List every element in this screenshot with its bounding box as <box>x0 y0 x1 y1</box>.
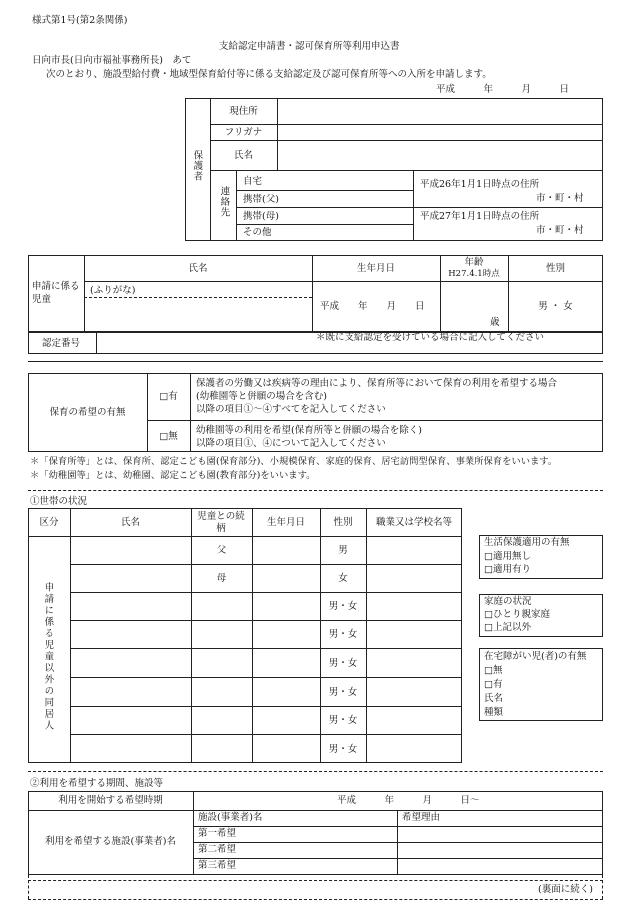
hope-no-checkbox[interactable]: □無 <box>159 431 178 442</box>
hh-row8-sex[interactable]: 男・女 <box>328 744 358 755</box>
hh-col-relation: 児童との続柄 <box>197 511 245 534</box>
welfare-title: 生活保護適用の有無 <box>484 537 570 548</box>
hope-label: 保育の希望の有無 <box>49 407 126 418</box>
city-town-village-2014: 市・町・村 <box>536 193 584 204</box>
furigana-label: フリガナ <box>224 127 263 138</box>
household-heading: ①世帯の状況 <box>30 496 88 507</box>
welfare-none-checkbox[interactable]: □適用無し <box>484 551 531 562</box>
hope-yes-line3: 以降の項目①～④すべてを記入してください <box>196 404 386 415</box>
child-name-header: 氏名 <box>188 263 208 274</box>
address-2014-label: 平成26年1月1日時点の住所 <box>420 179 540 190</box>
contact-label: 連絡先 <box>218 186 230 218</box>
hope-yes-line1: 保護者の労働又は疾病等の理由により、保育所等において保育の利用を希望する場合 <box>196 378 558 389</box>
footer-continue: (裏面に続く) <box>538 884 593 895</box>
hh-col-category: 区分 <box>39 517 59 528</box>
page-title: 支給認定申請書・認可保育所等利用申込書 <box>219 41 400 52</box>
facility-header: 施設(事業者)名 <box>198 812 263 823</box>
child-age-unit: 歳 <box>490 317 500 328</box>
cert-label: 認定番号 <box>42 338 81 349</box>
hh-row6-sex[interactable]: 男・女 <box>328 687 358 698</box>
hh-row2-sex: 女 <box>338 573 348 584</box>
disabled-none-checkbox[interactable]: □無 <box>484 665 503 676</box>
disabled-yes-checkbox[interactable]: □有 <box>484 679 503 690</box>
hh-col-dob: 生年月日 <box>266 517 305 528</box>
child-sex-value[interactable]: 男 ・ 女 <box>538 301 573 312</box>
hope-no-line2: 以降の項目①、④について記入してください <box>196 438 386 449</box>
intro-text: 次のとおり、施設型給付費・地域型保育給付等に係る支給認定及び認可保育所等への入所を申請します。 <box>46 69 492 80</box>
facility-label: 利用を希望する施設(事業者)名 <box>45 836 176 847</box>
hope-yes-line2: (幼稚園等と併願の場合を含む) <box>196 391 327 402</box>
hh-row-label: 申請に係る児童以外の同居人 <box>42 582 54 732</box>
child-furigana: (ふりがな) <box>90 285 136 296</box>
address-label: 現住所 <box>229 106 258 117</box>
addressee: 日向市長(日向市福祉事務所長) あて <box>32 55 192 66</box>
choice-third: 第三希望 <box>198 860 237 871</box>
city-town-village-2015: 市・町・村 <box>536 225 584 236</box>
date-line: 平成 年 月 日 <box>436 84 570 95</box>
hope-no-line1: 幼稚園等の利用を希望(保育所等と併願の場合を除く) <box>196 425 422 436</box>
hh-row5-sex[interactable]: 男・女 <box>328 658 358 669</box>
child-age-header: 年齢 <box>464 257 484 268</box>
start-label: 利用を開始する希望時期 <box>58 795 163 806</box>
hh-row1-sex: 男 <box>338 545 348 556</box>
hh-row3-sex[interactable]: 男・女 <box>328 601 358 612</box>
hh-row2-relation: 母 <box>216 573 227 584</box>
hh-row4-sex[interactable]: 男・女 <box>328 629 358 640</box>
disabled-title: 在宅障がい児(者)の有無 <box>484 651 587 662</box>
hh-row1-relation: 父 <box>216 545 227 556</box>
contact-home: 自宅 <box>243 176 263 187</box>
choice-second: 第二希望 <box>198 844 237 855</box>
note-youchien: ＊「幼稚園等」とは、幼稚園、認定こども園(教育部分)をいいます。 <box>30 470 316 481</box>
contact-other: その他 <box>243 227 272 238</box>
child-dob-header: 生年月日 <box>356 263 395 274</box>
note-hoikusho: ＊「保育所等」とは、保育所、認定こども園(保育部分)、小規模保育、家庭的保育、居宅訪問型保育、事業所保育をいいます。 <box>30 456 558 467</box>
hh-col-name: 氏名 <box>120 517 140 528</box>
choice-first: 第一希望 <box>198 828 237 839</box>
family-title: 家庭の状況 <box>484 596 532 607</box>
disabled-type-label: 種類 <box>484 707 504 718</box>
child-dob-value: 平成 年 月 日 <box>320 301 425 312</box>
welfare-yes-checkbox[interactable]: □適用有り <box>484 564 531 575</box>
child-age-sub: H27.4.1時点 <box>448 269 500 279</box>
family-single-checkbox[interactable]: □ひとり親家庭 <box>484 609 550 620</box>
child-label: 申請に係る児童 <box>32 281 80 305</box>
hh-col-occupation: 職業又は学校名等 <box>375 517 452 528</box>
start-value[interactable]: 平成 年 月 日～ <box>337 795 480 806</box>
contact-father: 携帯(父) <box>243 194 279 205</box>
guardian-label: 保護者 <box>191 150 203 182</box>
hh-row7-sex[interactable]: 男・女 <box>328 715 358 726</box>
cert-number-input[interactable] <box>97 333 307 353</box>
form-id: 様式第1号(第2条関係) <box>32 15 128 26</box>
cert-note: ＊既に支給認定を受けている場合に記入してください <box>316 332 545 343</box>
child-sex-header: 性別 <box>545 263 565 274</box>
family-other-checkbox[interactable]: □上記以外 <box>484 622 531 633</box>
hope-yes-checkbox[interactable]: □有 <box>159 391 178 402</box>
disabled-name-label: 氏名 <box>484 693 504 704</box>
address-2015-label: 平成27年1月1日時点の住所 <box>420 211 540 222</box>
hh-col-sex: 性別 <box>333 517 353 528</box>
contact-mother: 携帯(母) <box>243 211 279 222</box>
usage-heading: ②利用を希望する期間、施設等 <box>30 778 164 789</box>
name-label: 氏名 <box>233 150 253 161</box>
reason-header: 希望理由 <box>402 812 441 823</box>
